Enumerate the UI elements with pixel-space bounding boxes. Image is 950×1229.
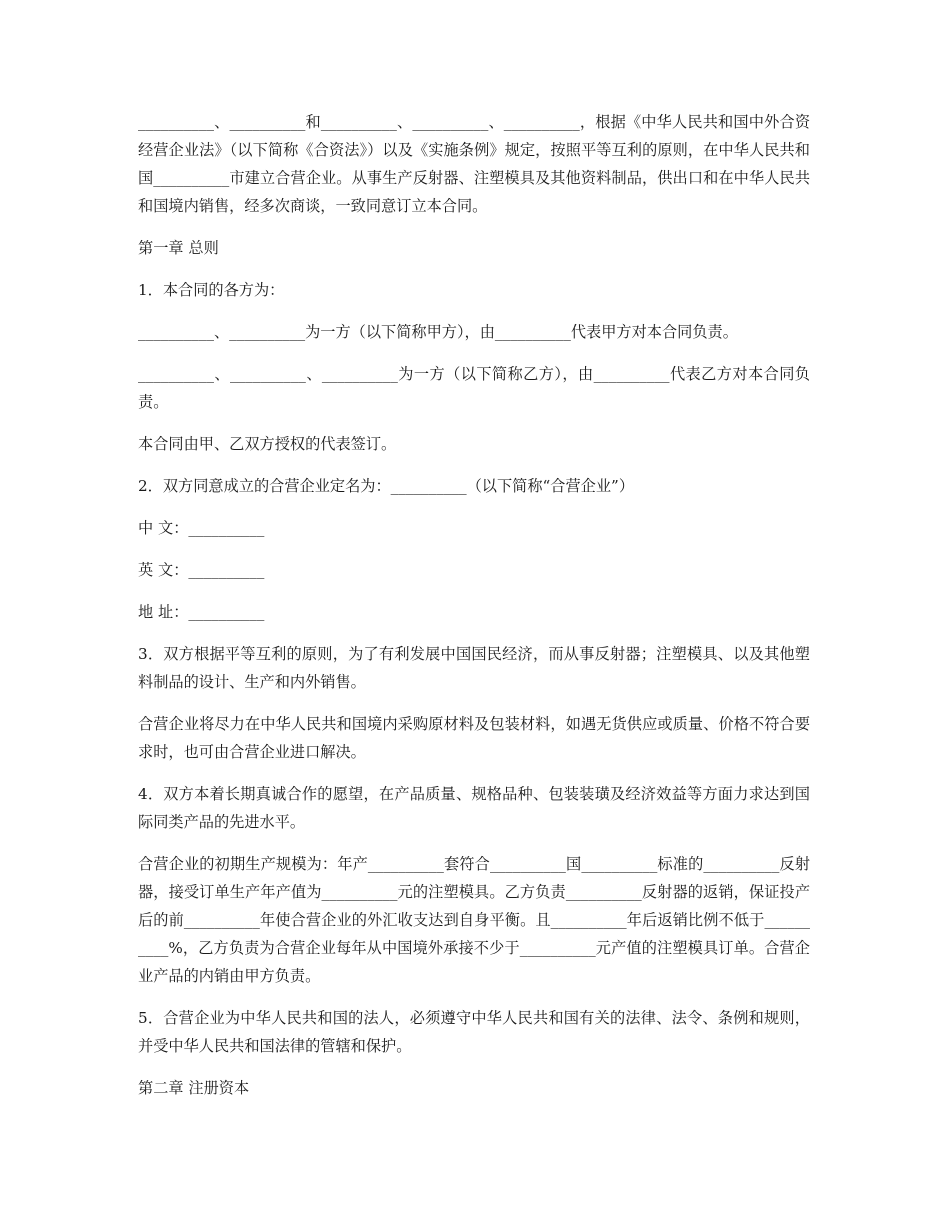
clause-1-intro: 1．本合同的各方为： <box>138 281 285 299</box>
contract-document <box>138 108 810 1116</box>
party-b-paragraph: __________、__________、__________为一方（以下简称乙方），由__________代表乙方对本合同负责。 <box>138 365 810 411</box>
production-scale-paragraph: 合营企业的初期生产规模为：年产__________套符合__________国__________标准的__________反射器，接受订单生产年产值为__________元的注塑模具。乙方负责__________反射器的返销，保证投产后的前__________年使合营企业的外汇收支达到自身平衡。且__________年后返销比例不低于__________%，乙方负责为合营企业每年从中国境外承接不少于__________元产值的注塑模具订单。合营企业产品的内销由甲方负责。 <box>138 855 810 985</box>
english-name-field: 英 文：__________ <box>138 561 265 579</box>
preamble-paragraph: __________、__________和__________、__________、__________，根据《中华人民共和国中外合资经营企业法》（以下简称《合资法》）以及《实施条例》规定，按照平等互利的原则，在中华人民共和国__________市建立合营企业。从事生产反射器、注塑模具及其他资料制品，供出口和在中华人民共和国境内销售，经多次商谈，一致同意订立本合同。 <box>138 113 810 215</box>
chapter-1-heading: 第一章 总则 <box>138 239 219 257</box>
chinese-name-field: 中 文：__________ <box>138 519 265 537</box>
party-a-paragraph: __________、__________为一方（以下简称甲方），由__________代表甲方对本合同负责。 <box>138 323 738 341</box>
clause-2-paragraph: 2．双方同意成立的合营企业定名为：__________（以下简称“合营企业”） <box>138 477 635 495</box>
clause-3-paragraph: 3．双方根据平等互利的原则，为了有利发展中国国民经济，而从事反射器；注塑模具、以及其他塑料制品的设计、生产和内外销售。 <box>138 645 810 691</box>
clause-5-paragraph: 5．合营企业为中华人民共和国的法人，必须遵守中华人民共和国有关的法律、法令、条例和规则，并受中华人民共和国法律的管辖和保护。 <box>138 1009 810 1055</box>
procurement-paragraph: 合营企业将尽力在中华人民共和国境内采购原材料及包装材料，如遇无货供应或质量、价格不符合要求时，也可由合营企业进口解决。 <box>138 715 810 761</box>
clause-4-paragraph: 4．双方本着长期真诚合作的愿望，在产品质量、规格品种、包装装璜及经济效益等方面力求达到国际同类产品的先进水平。 <box>138 785 810 831</box>
chapter-2-heading: 第二章 注册资本 <box>138 1079 250 1097</box>
address-field: 地 址：__________ <box>138 603 265 621</box>
signing-paragraph: 本合同由甲、乙双方授权的代表签订。 <box>138 435 397 453</box>
